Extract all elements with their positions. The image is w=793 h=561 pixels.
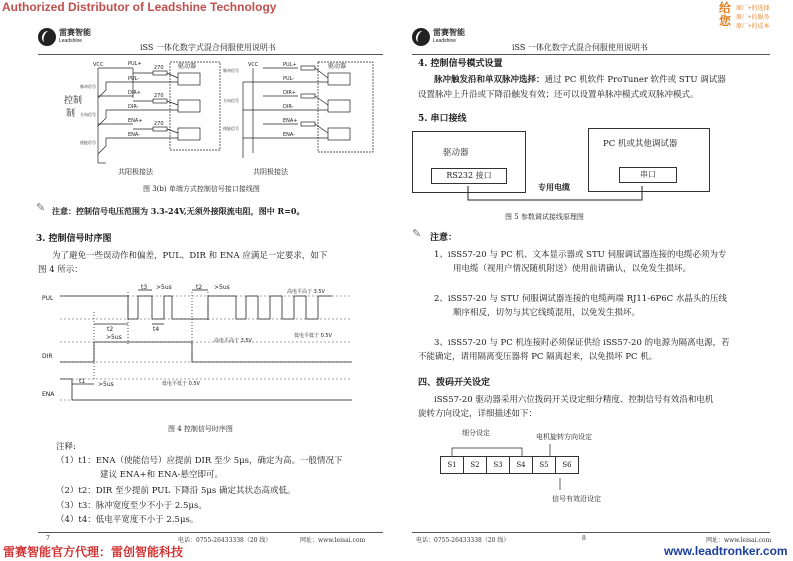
- footer-rule-left: [38, 532, 383, 533]
- ena-minus-label: ENA-: [128, 132, 141, 138]
- gt5us-label-t1: >5us: [98, 381, 114, 388]
- pc-box: [588, 128, 710, 192]
- ena-signal-label: 使能信号: [80, 140, 96, 145]
- sec3-para-1: 为了避免一些误动作和偏差，PUL、DIR 和 ENA 应满足一定要求，如下: [52, 251, 328, 261]
- driver-label: 驱动器: [328, 63, 347, 70]
- logo-right: [412, 28, 465, 46]
- gt5us-label-t3: >5us: [156, 284, 172, 291]
- t3-label: t3: [141, 284, 148, 291]
- right-note-title: 注意：: [430, 233, 458, 243]
- dir-minus-label: DIR-: [283, 104, 294, 110]
- footer-phone-left: 电话：0755-26433338（20 线）: [178, 537, 272, 544]
- fig4-caption: 图 4 控制信号时序图: [168, 425, 233, 433]
- gt5us-label-t2: >5us: [106, 334, 122, 341]
- leadshine-logo-icon: [412, 28, 430, 46]
- dip-switch-s6[interactable]: S6: [556, 456, 579, 474]
- note-icon: ✎: [36, 201, 46, 214]
- stamp-line-2: 原厂+的服务: [736, 15, 770, 21]
- notes-title: 注释:: [56, 442, 76, 452]
- pul-minus-label: PUL-: [128, 76, 140, 82]
- dir-signal-label: 方向信号: [80, 112, 96, 117]
- dir-signal-label: 方向信号: [223, 98, 239, 103]
- logo-cn: 雷赛智能: [59, 28, 91, 37]
- note-line-1: （1）t1：ENA（使能信号）应提前 DIR 至少 5μs，确定为高。一般情况下: [56, 456, 343, 466]
- promo-stamp: [719, 2, 791, 32]
- sec4-para-2: 设置脉冲上升沿或下降沿触发有效；还可以设置单脉冲模式或双脉冲模式。: [418, 90, 699, 100]
- page-title-right: iSS 一体化数字式混合伺服使用说明书: [512, 43, 648, 52]
- timing-diagram: [42, 282, 362, 412]
- dip-switch-s1[interactable]: S1: [440, 456, 464, 474]
- driver-title: 驱动器: [443, 148, 469, 158]
- note-icon: ✎: [412, 227, 422, 240]
- signal-edge-label: 信号有效沿设定: [552, 495, 601, 503]
- control-label-2: 制: [66, 109, 76, 119]
- pulse-signal-label: 脉冲信号: [80, 84, 96, 89]
- dip-switch-s3[interactable]: S3: [487, 456, 510, 474]
- header-rule-left: [38, 54, 383, 55]
- right-note-2a: 2、iSS57-20 与 STU 伺服调试器连接的电缆两端 RJ11-6P6C 水晶头的压线: [434, 294, 727, 304]
- resistor-label: 270: [154, 93, 164, 99]
- sec3-title: 3. 控制信号时序图: [36, 234, 112, 244]
- control-label: 控制: [64, 96, 83, 106]
- sec4-bold: 脉冲触发沿和单双脉冲选择：: [434, 75, 545, 85]
- page-title-left: iSS 一体化数字式混合伺服使用说明书: [140, 43, 276, 52]
- note-line-5: （4）t4：低电平宽度不小于 2.5μs。: [56, 515, 199, 525]
- dip-switch-s5[interactable]: S5: [533, 456, 556, 474]
- sec4-text: 通过 PC 机软件 ProTuner 软件或 STU 调试器: [544, 75, 726, 85]
- sec4-title: 4. 控制信号模式设置: [418, 59, 503, 69]
- logo-en: Leadshine: [59, 38, 83, 44]
- footer-phone-right: 电话：0755-26433338（20 线）: [416, 537, 510, 544]
- pul-label: PUL: [42, 295, 54, 302]
- pul-plus-label: PUL+: [128, 61, 142, 67]
- sec4b-para-1: iSS57-20 驱动器采用六位拨码开关设定细分精度、控制信号有效沿和电机: [434, 395, 714, 405]
- driver-box: [412, 131, 526, 193]
- dir-plus-label: DIR+: [283, 90, 296, 96]
- right-note-2b: 顺序相反，切勿与其它线缆混用，以免发生损坏。: [453, 308, 641, 318]
- caption-common-cathode: 共阴极接法: [253, 168, 288, 176]
- stamp-line-1: 原厂+的选择: [736, 6, 770, 12]
- distributor-banner: Authorized Distributor of Leadshine Technology: [2, 0, 277, 14]
- pc-title: PC 机或其他调试器: [603, 139, 678, 149]
- pul-high-note: 高电平高于 3.5V: [287, 289, 325, 295]
- footer-web-right: 网址：www.leisai.com: [706, 537, 772, 544]
- rotation-dir-label: 电机旋转方向设定: [536, 433, 592, 441]
- driver-label: 驱动器: [178, 63, 197, 70]
- vcc-label: VCC: [93, 62, 104, 68]
- logo-en: Leadshine: [433, 38, 457, 44]
- dir-high-note: 高电平高于 3.5V: [214, 338, 252, 344]
- dip-switch-s4[interactable]: S4: [510, 456, 533, 474]
- right-note-1a: 1、iSS57-20 与 PC 机、文本显示器或 STU 伺服调试器连接的电缆必须为专: [434, 250, 727, 260]
- ena-plus-label: ENA+: [283, 118, 298, 124]
- page-number-right: 8: [582, 535, 586, 542]
- ena-low-note: 低电平低于 0.5V: [162, 381, 200, 387]
- sec4b-para-2: 旋转方向设定，详细描述如下：: [418, 409, 538, 419]
- pul-plus-label: PUL+: [283, 62, 297, 68]
- pul-low-note: 低电平低于 0.5V: [294, 333, 332, 339]
- leadshine-logo-icon: [38, 28, 56, 46]
- dip-switch-s2[interactable]: S2: [464, 456, 487, 474]
- dir-minus-label: DIR-: [128, 104, 139, 110]
- footer-web-left: 网址：www.leisai.com: [300, 537, 366, 544]
- gt5us-label-t2b: >5us: [214, 284, 230, 291]
- right-note-3a: 3、iSS57-20 与 PC 机连接时必须保证供给 iSS57-20 的电源为隔离电源，若: [434, 338, 730, 348]
- pulse-signal-label: 脉冲信号: [223, 68, 239, 73]
- left-note: 注意：控制信号电压范围为 3.3-24V,无须外接限流电阻，图中 R=0。: [52, 206, 305, 216]
- note-line-4: （3）t3：脉冲宽度至少不小于 2.5μs。: [56, 501, 207, 511]
- caption-common-anode: 共阳极接法: [118, 168, 153, 176]
- dip-switch-row: [440, 456, 579, 474]
- website-banner[interactable]: www.leadtronker.com: [664, 544, 788, 558]
- vcc-label: VCC: [248, 62, 259, 68]
- sec3-para-2: 图 4 所示：: [38, 265, 83, 275]
- page-number-left: 7: [46, 535, 50, 542]
- note-line-3: （2）t2：DIR 至少提前 PUL 下降沿 5μs 确定其状态高或低。: [56, 486, 296, 496]
- ena-plus-label: ENA+: [128, 118, 143, 124]
- fig5-caption: 图 5 参数调试接线原理图: [505, 213, 584, 221]
- pul-minus-label: PUL-: [283, 76, 295, 82]
- right-note-1b: 用电缆（视用户情况随机附送）使用前请确认，以免发生损坏。: [453, 264, 692, 274]
- logo-left: [38, 28, 91, 46]
- note-line-2: 建议 ENA+和 ENA-悬空即可。: [100, 470, 223, 480]
- header-rule-right: [412, 54, 770, 55]
- right-note-3b: 不能确定，请用隔离变压器将 PC 隔离起来，以免损坏 PC 机。: [418, 352, 658, 362]
- resistor-label: 270: [154, 121, 164, 127]
- fig3-caption: 图 3(b) 单端方式控制信号接口接线图: [143, 185, 260, 193]
- sec5-title: 5. 串口接线: [418, 114, 467, 124]
- sec4-para-1: [434, 73, 726, 87]
- ena-minus-label: ENA-: [283, 132, 296, 138]
- logo-cn: 雷赛智能: [433, 28, 465, 37]
- ena-label: ENA: [42, 391, 55, 398]
- stamp-line-3: 原厂+的成本: [736, 24, 770, 30]
- footer-rule-right: [412, 532, 770, 533]
- ena-signal-label: 使能信号: [223, 126, 239, 131]
- serial-port: 串口: [619, 167, 677, 183]
- dip-switch-diagram: [440, 424, 640, 512]
- t1-label: t1: [79, 378, 86, 385]
- circuit-diagram: [58, 58, 388, 178]
- stamp-chars: 给您: [719, 1, 732, 28]
- dir-plus-label: DIR+: [128, 90, 141, 96]
- t2-label: t2: [107, 326, 114, 333]
- sec4b-title: 四、拨码开关设定: [418, 378, 491, 388]
- rs232-port: RS232 接口: [431, 168, 507, 184]
- t2-label-b: t2: [196, 284, 203, 291]
- t4-label: t4: [153, 326, 160, 333]
- cable-label: 专用电缆: [538, 182, 570, 192]
- resistor-label: 270: [154, 65, 164, 71]
- official-agent-banner: 雷赛智能官方代理：雷创智能科技: [3, 545, 184, 559]
- subdivision-label: 细分设定: [462, 429, 490, 437]
- dir-label: DIR: [42, 353, 53, 360]
